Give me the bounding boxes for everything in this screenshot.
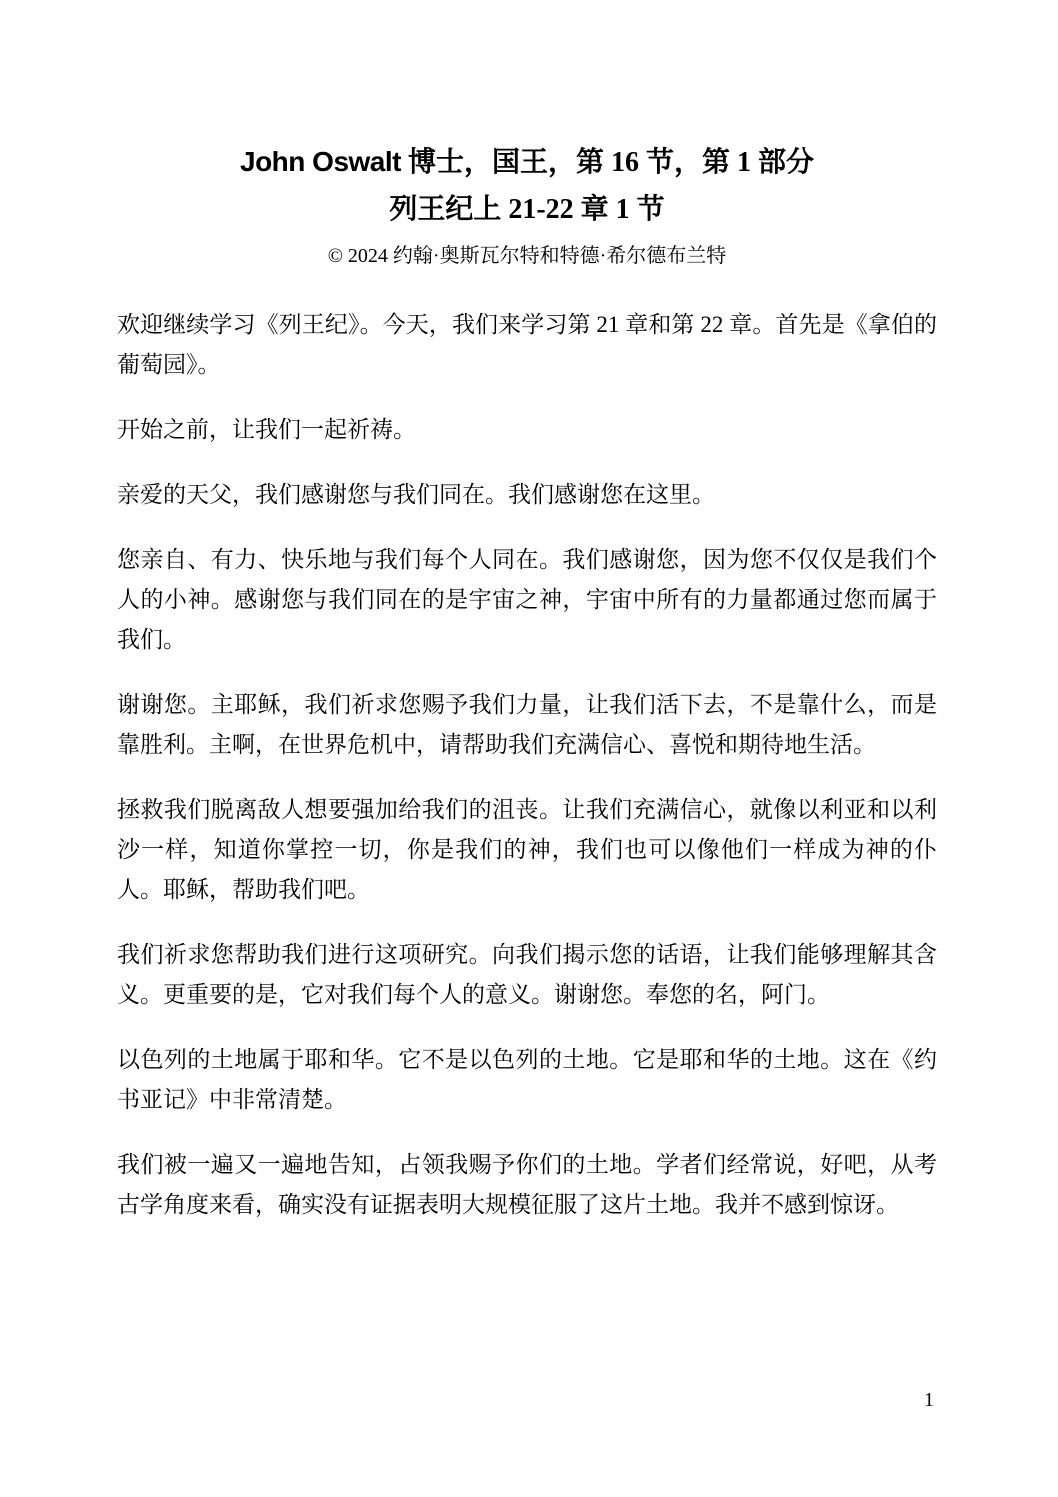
paragraph-land-yahweh: 以色列的土地属于耶和华。它不是以色列的土地。它是耶和华的土地。这在《约书亚记》中非常清楚。 bbox=[117, 1047, 937, 1112]
paragraph-prayer-4: 拯救我们脱离敌人想要强加给我们的沮丧。让我们充满信心，就像以利亚和以利沙一样，知道你掌控一切，你是我们的神，我们也可以像他们一样成为神的仆人。耶稣，帮助我们吧。 bbox=[117, 797, 937, 902]
paragraph-prayer-2: 您亲自、有力、快乐地与我们每个人同在。我们感谢您，因为您不仅仅是我们个人的小神。感谢您与我们同在的是宇宙之神，宇宙中所有的力量都通过您而属于我们。 bbox=[117, 547, 937, 652]
title-line1-text: 博士，国王，第 16 节，第 1 部分 bbox=[400, 147, 814, 178]
paragraph-prayer-1: 亲爱的天父，我们感谢您与我们同在。我们感谢您在这里。 bbox=[117, 482, 715, 507]
paragraph-conquest: 我们被一遍又一遍地告知，占领我赐予你们的土地。学者们经常说，好吧，从考古学角度来看，确实没有证据表明大规模征服了这片土地。我并不感到惊讶。 bbox=[117, 1152, 937, 1217]
title-author-name: John Oswalt bbox=[240, 146, 401, 177]
paragraph-pray-intro: 开始之前，让我们一起祈祷。 bbox=[117, 417, 416, 442]
document-body bbox=[117, 305, 937, 1225]
document-title bbox=[117, 138, 937, 186]
paragraph-welcome: 欢迎继续学习《列王纪》。今天，我们来学习第 21 章和第 22 章。首先是《拿伯的葡萄园》。 bbox=[117, 312, 938, 377]
paragraph-prayer-3: 谢谢您。主耶稣，我们祈求您赐予我们力量，让我们活下去，不是靠什么，而是靠胜利。主啊，在世界危机中，请帮助我们充满信心、喜悦和期待地生活。 bbox=[117, 692, 937, 757]
paragraph-prayer-5: 我们祈求您帮助我们进行这项研究。向我们揭示您的话语，让我们能够理解其含义。更重要的是，它对我们每个人的意义。谢谢您。奉您的名，阿门。 bbox=[117, 942, 937, 1007]
page-number: 1 bbox=[924, 1389, 934, 1411]
copyright-line: © 2024 约翰·奥斯瓦尔特和特德·希尔德布兰特 bbox=[327, 245, 727, 267]
document-subtitle: 列王纪上 21-22 章 1 节 bbox=[389, 194, 665, 225]
